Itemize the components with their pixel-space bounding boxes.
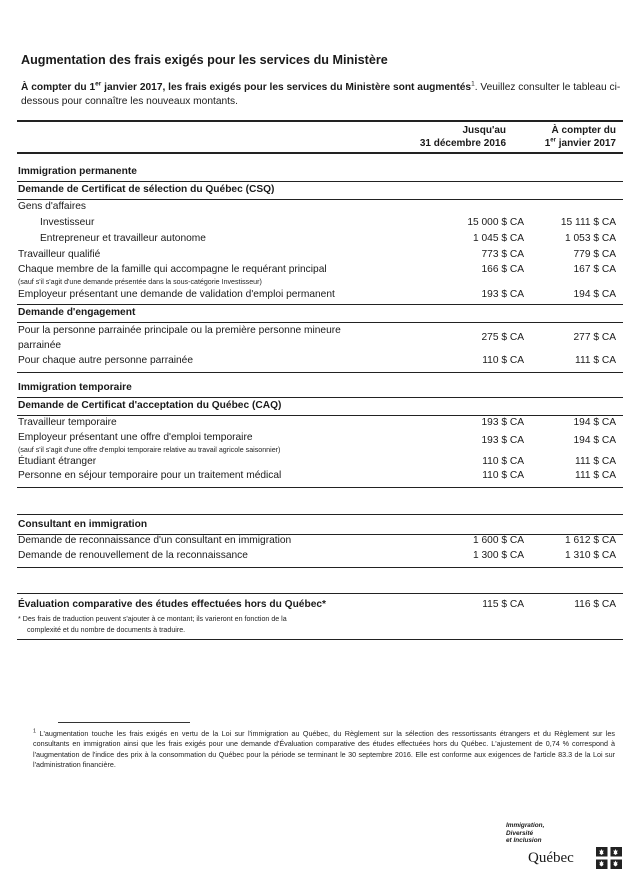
table-row — [18, 289, 618, 304]
col2-line2-sup: er — [550, 137, 556, 144]
document-title: Augmentation des frais exigés pour les services du Ministère — [21, 53, 388, 67]
fee-2017: 111 $ CA — [575, 470, 616, 481]
section-rule — [17, 181, 623, 182]
row-label: Évaluation comparative des études effectuées hors du Québec* — [18, 599, 326, 610]
section-top-rule — [17, 514, 623, 515]
intro-rest: . Veuillez consulter le tableau ci-dessous pour connaître les nouveaux montants. — [21, 82, 621, 107]
col2-line1: À compter du — [551, 125, 616, 136]
section-rule — [17, 304, 623, 305]
table-row — [18, 355, 618, 370]
intro-bold — [21, 82, 471, 93]
row-label: Gens d'affaires — [18, 201, 87, 212]
fee-2016: 166 $ CA — [481, 264, 524, 275]
ministry-line1: Immigration, — [506, 822, 545, 829]
column-header-until-2016 — [400, 124, 506, 150]
quebec-logo — [506, 822, 626, 872]
table-top-rule — [17, 120, 623, 122]
table-bottom-rule — [17, 639, 623, 640]
col1-line2: 31 décembre 2016 — [419, 138, 506, 149]
table-row — [18, 201, 618, 216]
footnote-text: L'augmentation touche les frais exigés en vertu de la Loi sur l'immigration au Québec, du Règlement sur la sélection des ressortissants étrangers et du Règlement sur les consultants en immigration ainsi que les frais exigés pour une demande d'Évaluation comparative des études effectuées hors du Québec. L'ajustement de 0,74 % correspond à l'augmentation de l'indice des prix à la consommation du Québec pour la période se terminant le 30 septembre 2016. Elle est conforme aux exigences de l'article 83.3 de la Loi sur l'administration financière. — [33, 729, 616, 770]
fee-2017: 111 $ CA — [575, 456, 616, 467]
fee-2017: 277 $ CA — [573, 332, 616, 343]
row-label: Demande d'engagement — [18, 307, 136, 318]
table-row — [18, 550, 618, 565]
row-label: Investisseur — [40, 217, 95, 228]
row-label: Pour chaque autre personne parrainée — [18, 355, 194, 366]
section-rule — [17, 397, 623, 398]
fee-2017: 779 $ CA — [573, 249, 616, 260]
fee-2016: 15 000 $ CA — [467, 217, 524, 228]
fee-2016: 193 $ CA — [481, 417, 524, 428]
fee-2017: 194 $ CA — [573, 435, 616, 446]
fee-2017: 111 $ CA — [575, 355, 616, 366]
fee-2016: 1 300 $ CA — [473, 550, 524, 561]
row-label-continued: parrainée — [18, 340, 62, 351]
row-label: Entrepreneur et travailleur autonome — [40, 233, 206, 244]
row-label: Travailleur temporaire — [18, 417, 117, 428]
section-rule — [17, 322, 623, 323]
subsection-engagement — [18, 307, 618, 322]
fee-2016: 110 $ CA — [482, 470, 524, 481]
temporary-employer-note: (sauf s'il s'agit d'une offre d'emploi temporaire relative au travail agricole saisonnier) — [18, 446, 281, 454]
intro-bold-start: À compter du 1 — [21, 82, 96, 93]
subsection-caq — [18, 400, 618, 415]
translation-note-line2: complexité et du nombre de documents à traduire. — [27, 626, 186, 634]
header-bottom-rule — [17, 152, 623, 154]
table-row — [18, 456, 618, 471]
row-label: Demande de reconnaissance d'un consultant en immigration — [18, 535, 292, 546]
table-row — [18, 535, 618, 550]
section-rule — [17, 567, 623, 568]
section-top-rule — [17, 593, 623, 594]
fee-2017: 194 $ CA — [573, 289, 616, 300]
col2-line2-b: janvier 2017 — [555, 138, 616, 149]
fee-2017: 116 $ CA — [574, 599, 616, 610]
subsection-csq — [18, 184, 618, 199]
row-label: Employeur présentant une demande de validation d'emploi permanent — [18, 289, 335, 300]
footnote-mark: 1 — [33, 728, 37, 735]
table-row — [18, 249, 618, 264]
row-label: Demande de Certificat de sélection du Québec (CSQ) — [18, 184, 275, 195]
table-row — [18, 432, 618, 447]
col2-line2-a: 1 — [544, 138, 551, 149]
col2-line2 — [512, 137, 616, 150]
section-rule — [17, 487, 623, 488]
ministry-line3: et Inclusion — [506, 837, 542, 844]
fee-2016: 110 $ CA — [482, 355, 524, 366]
table-row — [18, 217, 618, 232]
table-row — [18, 417, 618, 432]
table-row — [18, 264, 618, 279]
fee-2016: 773 $ CA — [481, 249, 524, 260]
row-label: Demande de Certificat d'acceptation du Québec (CAQ) — [18, 400, 282, 411]
fee-2016: 193 $ CA — [481, 435, 524, 446]
fleurdelise-flag-icon — [596, 847, 622, 869]
fee-2017: 1 612 $ CA — [565, 535, 616, 546]
intro-bold-end: janvier 2017, les frais exigés pour les services du Ministère sont augmentés — [101, 82, 472, 93]
fee-2016: 1 045 $ CA — [473, 233, 524, 244]
ministry-name — [506, 822, 626, 845]
row-label: Demande de renouvellement de la reconnaissance — [18, 550, 248, 561]
footnote-separator — [58, 722, 190, 723]
quebec-wordmark: Québec — [528, 850, 574, 866]
row-label: Étudiant étranger — [18, 456, 97, 467]
section-consultant — [18, 519, 618, 534]
col1-line1: Jusqu'au — [462, 125, 506, 136]
ministry-line2: Diversité — [506, 829, 533, 837]
section-rule — [17, 415, 623, 416]
row-label: Consultant en immigration — [18, 519, 148, 530]
fee-2017: 167 $ CA — [573, 264, 616, 275]
fee-2017: 194 $ CA — [573, 417, 616, 428]
translation-note-line1: * Des frais de traduction peuvent s'ajouter à ce montant; ils varieront en fonction de la — [18, 615, 287, 623]
section-rule — [17, 199, 623, 200]
fee-2017: 1 053 $ CA — [565, 233, 616, 244]
fee-2016: 193 $ CA — [481, 289, 524, 300]
table-row — [18, 470, 618, 485]
table-row — [18, 233, 618, 248]
section-immigration-temporaire — [18, 382, 618, 397]
fee-2016: 1 600 $ CA — [473, 535, 524, 546]
fee-2017: 1 310 $ CA — [565, 550, 616, 561]
fee-2017: 15 111 $ CA — [560, 217, 616, 228]
row-label: Travailleur qualifié — [18, 249, 101, 260]
footnote — [33, 729, 615, 771]
intro-bold-sup: er — [95, 80, 102, 88]
section-evaluation — [18, 599, 618, 614]
fee-2016: 275 $ CA — [481, 332, 524, 343]
section-rule — [17, 372, 623, 373]
row-label: Pour la personne parrainée principale ou la première personne mineure — [18, 325, 341, 336]
intro-paragraph — [21, 81, 621, 109]
table-row — [18, 325, 618, 355]
intro-footnote-ref: 1 — [471, 80, 475, 88]
row-label: Personne en séjour temporaire pour un traitement médical — [18, 470, 282, 481]
family-note: (sauf s'il s'agit d'une demande présentée dans la sous-catégorie Investisseur) — [18, 278, 262, 286]
row-label: Chaque membre de la famille qui accompagne le requérant principal — [18, 264, 327, 275]
column-header-from-2017 — [512, 124, 616, 150]
row-label: Employeur présentant une offre d'emploi temporaire — [18, 432, 253, 443]
row-label: Immigration temporaire — [18, 382, 132, 393]
fee-2016: 115 $ CA — [482, 599, 524, 610]
fee-2016: 110 $ CA — [482, 456, 524, 467]
row-label: Immigration permanente — [18, 166, 137, 177]
section-immigration-permanente — [18, 166, 618, 181]
